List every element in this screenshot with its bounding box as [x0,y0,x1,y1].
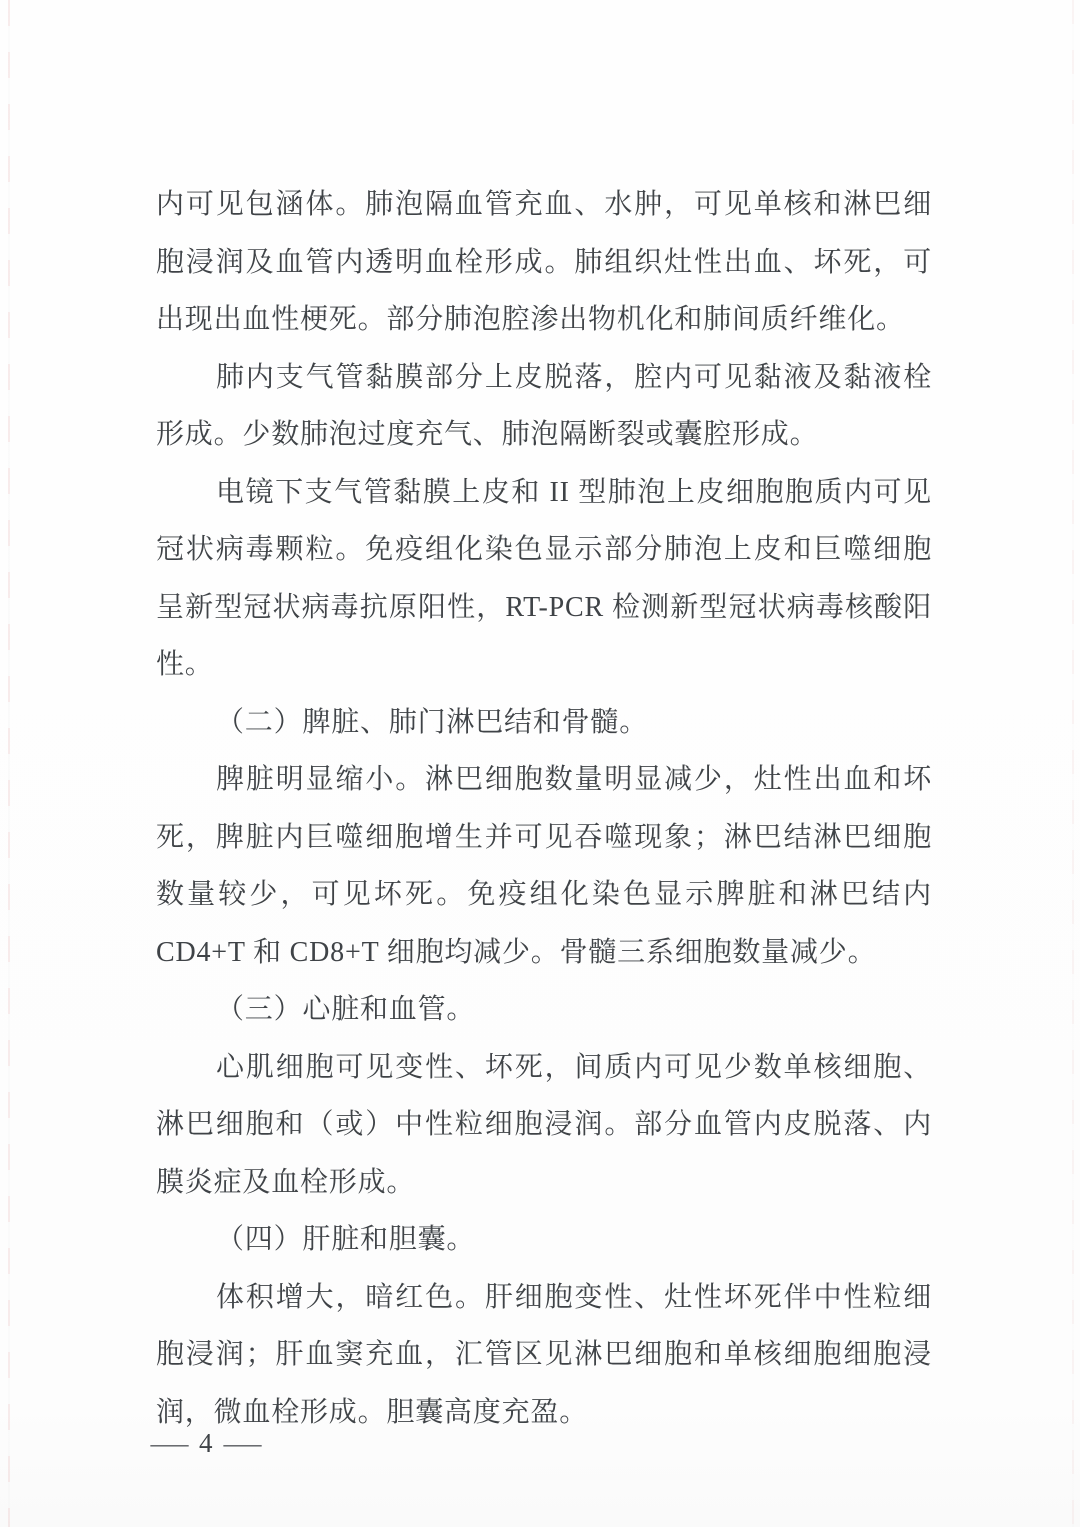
heading-section-2-spleen: （二）脾脏、肺门淋巴结和骨髓。 [216,706,649,738]
scan-artifact-right-edge [1072,0,1074,1527]
heading-section-4-liver: （四）肝脏和胆囊。 [216,1224,476,1255]
paragraph-lung-alveoli-continued: 内可见包涵体。肺泡隔血管充血、水肿，可见单核和淋巴细胞浸润及血管内透明血栓形成。肺组织灶性出血、坏死，可出现出血性梗死。部分肺泡腔渗出物机化和肺间质纤维化。 [156,189,932,335]
paragraph-spleen-findings: 脾脏明显缩小。淋巴细胞数量明显减少，灶性出血和坏死，脾脏内巨噬细胞增生并可见吞噬现象；淋巴结淋巴细胞数量较少，可见坏死。免疫组化染色显示脾脏和淋巴结内 CD4+T 和 CD8+T 细胞均减少。骨髓三系细胞数量减少。 [156,764,932,968]
paragraph-electron-microscope: 电镜下支气管黏膜上皮和 II 型肺泡上皮细胞胞质内可见冠状病毒颗粒。免疫组化染色显示部分肺泡上皮和巨噬细胞呈新型冠状病毒抗原阳性，RT-PCR 检测新型冠状病毒核酸阳性。 [156,476,932,680]
heading-section-3-heart: （三）心脏和血管。 [216,994,476,1025]
scan-artifact-left-edge [8,0,10,1527]
document-body [156,176,932,1441]
page-footer [150,1428,261,1458]
paragraph-heart-findings: 心肌细胞可见变性、坏死，间质内可见少数单核细胞、淋巴细胞和（或）中性粒细胞浸润。部分血管内皮脱落、内膜炎症及血栓形成。 [156,1051,932,1198]
paragraph-liver-findings: 体积增大，暗红色。肝细胞变性、灶性坏死伴中性粒细胞浸润；肝血窦充血，汇管区见淋巴细胞和单核细胞细胞浸润，微血栓形成。胆囊高度充盈。 [156,1281,932,1428]
footer-dash-right: — [223,1428,261,1458]
footer-dash-left: — [150,1428,189,1458]
page-number: 4 [199,1428,213,1458]
paragraph-bronchi-mucosa: 肺内支气管黏膜部分上皮脱落，腔内可见黏液及黏液栓形成。少数肺泡过度充气、肺泡隔断裂或囊腔形成。 [156,361,932,450]
